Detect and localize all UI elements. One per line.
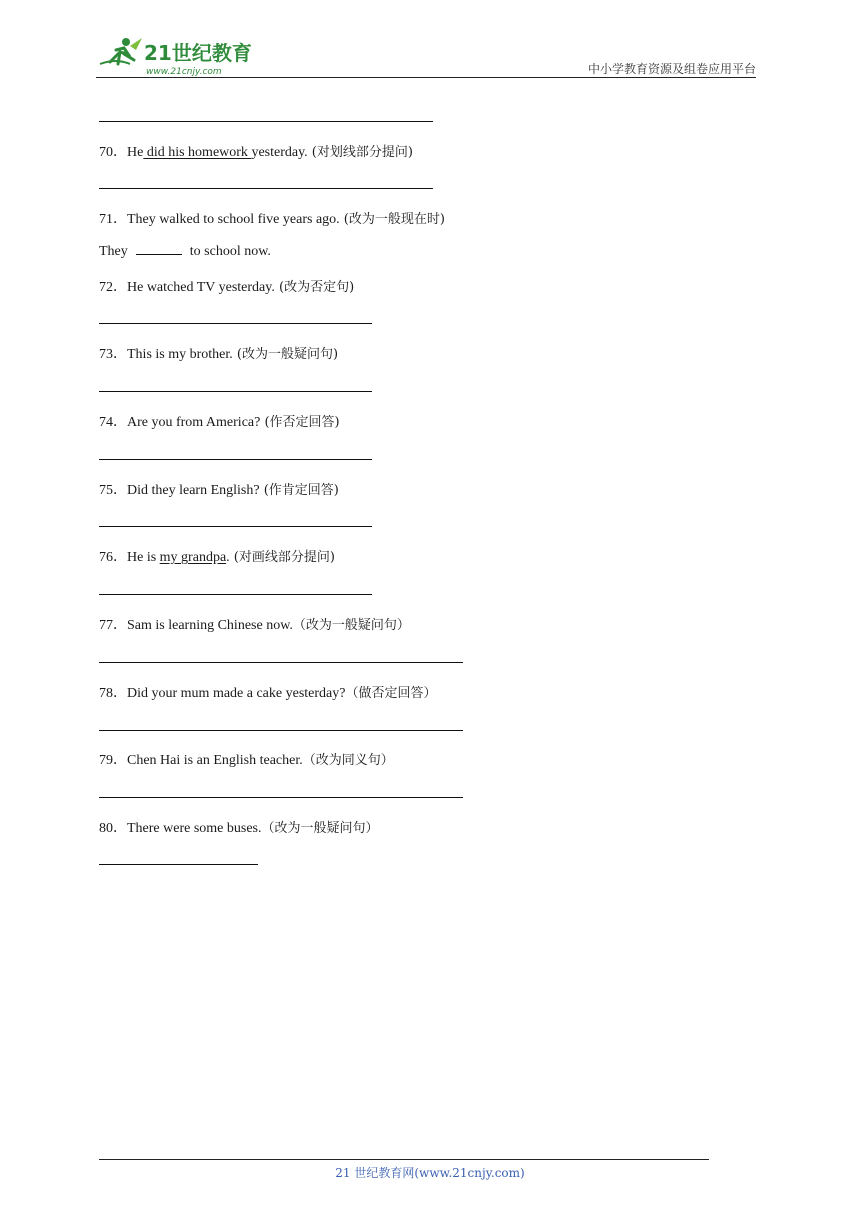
answer-line-73[interactable] bbox=[99, 391, 372, 392]
answer-line-78[interactable] bbox=[99, 730, 463, 731]
header-divider bbox=[96, 77, 756, 78]
fill-blank[interactable] bbox=[136, 242, 182, 255]
underlined-phrase: my grandpa bbox=[159, 550, 227, 565]
footer-text[interactable]: 21 世纪教育网(www.21cnjy.com) bbox=[335, 1166, 525, 1180]
page-header bbox=[96, 30, 756, 78]
answer-line-77[interactable] bbox=[99, 662, 463, 663]
21cnjy-logo bbox=[96, 34, 266, 78]
question-74: 74．Are you from America? (作否定回答) bbox=[99, 415, 340, 430]
question-77: 77．Sam is learning Chinese now.（改为一般疑问句） bbox=[99, 618, 410, 633]
question-79: 79．Chen Hai is an English teacher.（改为同义句） bbox=[99, 753, 394, 768]
answer-line-79[interactable] bbox=[99, 797, 463, 798]
underlined-phrase: did his homework bbox=[143, 145, 252, 160]
question-71-fill: They to school now. bbox=[99, 244, 271, 259]
answer-line-74[interactable] bbox=[99, 459, 372, 460]
header-platform-text: 中小学教育资源及组卷应用平台 bbox=[587, 62, 756, 76]
answer-line-72[interactable] bbox=[99, 323, 372, 324]
answer-line-75[interactable] bbox=[99, 526, 372, 527]
question-78: 78．Did your mum made a cake yesterday?（做否定回答） bbox=[99, 686, 437, 701]
question-80: 80．There were some buses.（改为一般疑问句） bbox=[99, 821, 379, 836]
question-70: 70．He did his homework yesterday. (对划线部分提问) bbox=[99, 145, 413, 160]
footer-divider bbox=[99, 1159, 709, 1160]
question-71: 71．They walked to school five years ago. (改为一般现在时) bbox=[99, 212, 445, 227]
svg-text:www.21cnjy.com: www.21cnjy.com bbox=[146, 67, 222, 77]
answer-line-80[interactable] bbox=[99, 864, 258, 865]
question-73: 73．This is my brother. (改为一般疑问句) bbox=[99, 347, 339, 362]
question-76: 76．He is my grandpa. (对画线部分提问) bbox=[99, 550, 335, 565]
answer-line-76[interactable] bbox=[99, 594, 372, 595]
answer-line-70[interactable] bbox=[99, 188, 433, 189]
answer-line[interactable] bbox=[99, 121, 433, 122]
svg-text:21世纪教育: 21世纪教育 bbox=[144, 41, 252, 65]
question-72: 72．He watched TV yesterday. (改为否定句) bbox=[99, 280, 355, 295]
question-75: 75．Did they learn English? (作肯定回答) bbox=[99, 483, 339, 498]
